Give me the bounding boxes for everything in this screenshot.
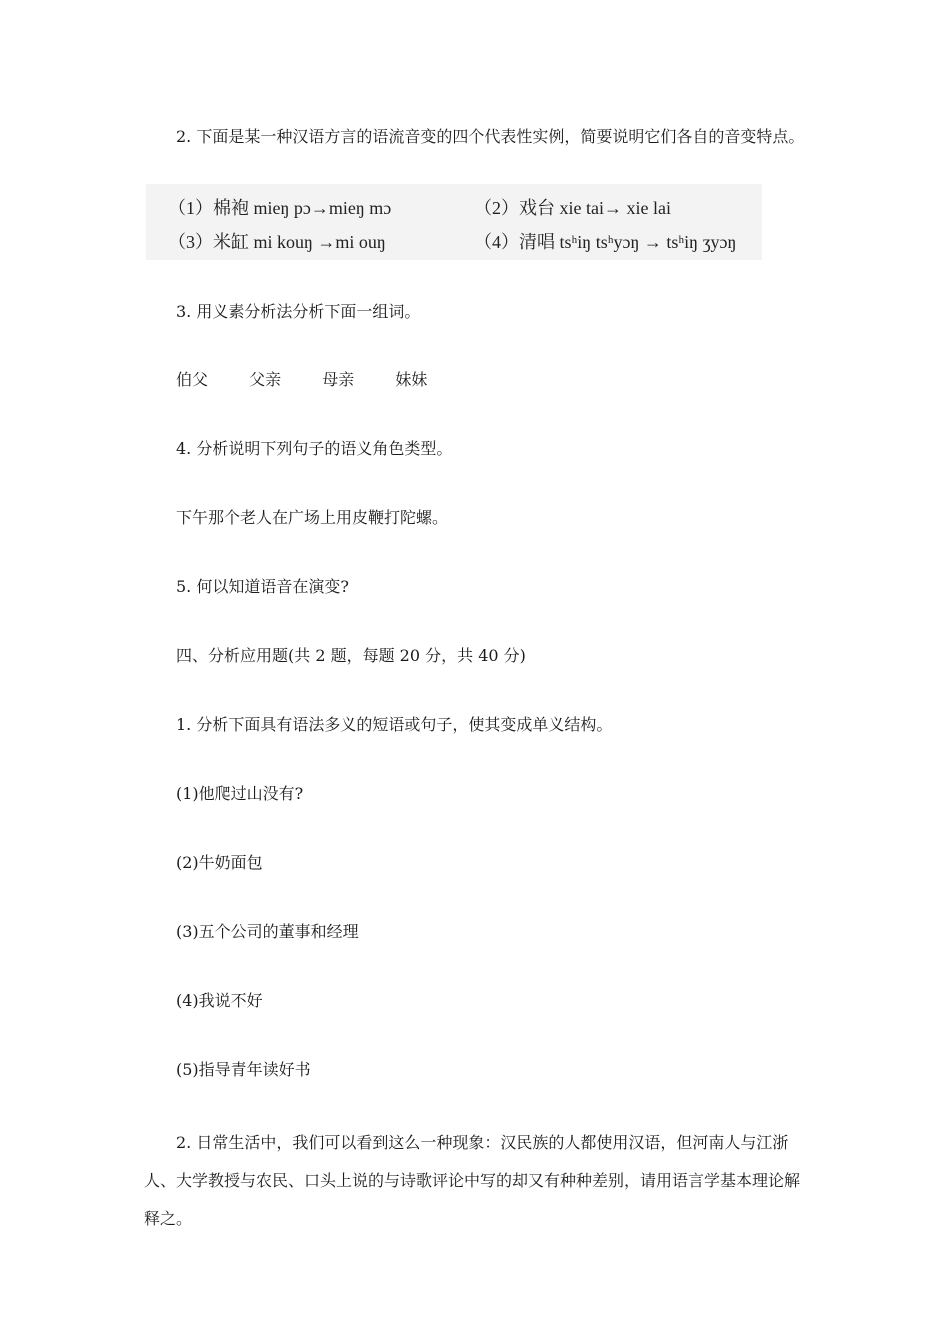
- word-item: 伯父: [176, 370, 209, 389]
- sub-item-2: (2)牛奶面包: [176, 853, 263, 872]
- example-4: （4）清唱 tsʰiŋ tsʰyɔŋ → tsʰiŋ ʒyɔŋ: [474, 232, 737, 252]
- section-4-heading: 四、分析应用题(共 2 题，每题 20 分，共 40 分): [176, 646, 526, 665]
- word-item: 母亲: [322, 370, 355, 389]
- sub-item-5: (5)指导青年读好书: [176, 1060, 311, 1079]
- question-5: 5. 何以知道语音在演变?: [176, 577, 349, 596]
- question-4: 4. 分析说明下列句子的语义角色类型。: [176, 439, 453, 458]
- section-4-question-1: 1. 分析下面具有语法多义的短语或句子，使其变成单义结构。: [176, 715, 613, 734]
- section-4-question-2: [144, 1124, 808, 1238]
- sound-change-examples: [146, 184, 762, 260]
- example-3: （3）米缸 mi kouŋ →mi ouŋ: [168, 232, 386, 252]
- sub-item-3: (3)五个公司的董事和经理: [176, 922, 359, 941]
- question-2-text: 2. 下面是某一种汉语方言的语流音变的四个代表性实例，简要说明它们各自的音变特点。: [176, 127, 805, 146]
- question-3: 3. 用义素分析法分析下面一组词。: [176, 302, 421, 321]
- question-4-sentence: 下午那个老人在广场上用皮鞭打陀螺。: [176, 508, 449, 527]
- example-1: （1）棉袍 mieŋ pɔ→mieŋ mɔ: [168, 198, 392, 218]
- example-2: （2）戏台 xie tai→ xie lai: [474, 198, 671, 218]
- sub-item-1: (1)他爬过山没有?: [176, 784, 304, 803]
- section-4-question-2-text: 2. 日常生活中，我们可以看到这么一种现象：汉民族的人都使用汉语，但河南人与江浙人、大学教授与农民、口头上说的与诗歌评论中写的却又有种种差别，请用语言学基本理论解释之。: [144, 1133, 801, 1228]
- word-item: 妹妹: [395, 370, 428, 389]
- sub-item-4: (4)我说不好: [176, 991, 263, 1010]
- word-item: 父亲: [249, 370, 282, 389]
- word-list: [176, 368, 463, 392]
- question-2: [144, 118, 808, 156]
